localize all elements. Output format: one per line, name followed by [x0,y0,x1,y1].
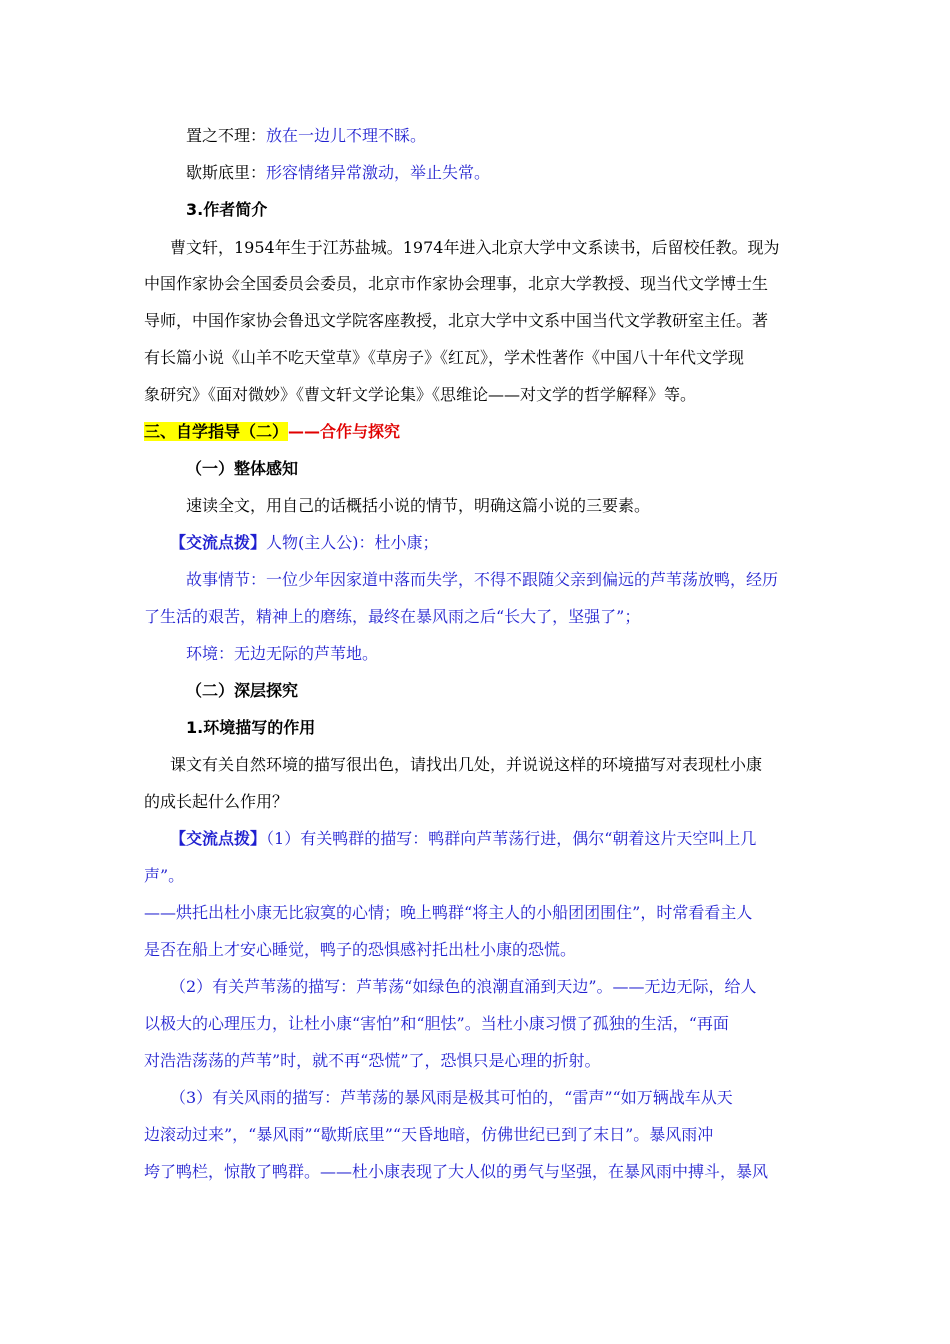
paragraph-line: 曹文轩，1954年生于江苏盐城。1974年进入北京大学中文系读书，后留校任教。现为 [170,238,780,257]
paragraph-line: 对浩浩荡荡的芦苇”时，就不再“恐慌”了，恐惧只是心理的折射。 [144,1051,601,1070]
paragraph-line: （2）有关芦苇荡的描写：芦苇荡“如绿色的浪潮直涌到天边”。——无边无际，给人 [170,977,757,996]
term: 置之不理： [186,126,267,145]
paragraph-line: （3）有关风雨的描写：芦苇荡的暴风雨是极其可怕的，“雷声”“如万辆战车从天 [170,1088,733,1107]
paragraph-line: 垮了鸭栏，惊散了鸭群。——杜小康表现了大人似的勇气与坚强，在暴风雨中搏斗，暴风 [144,1162,769,1181]
paragraph-line: 环境：无边无际的芦苇地。 [186,644,379,663]
section-heading: 3.作者简介 [186,200,268,219]
term-meaning: 形容情绪异常激动，举止失常。 [266,163,491,182]
tip-label: 【交流点拨】 [170,533,267,552]
paragraph-line: 导师，中国作家协会鲁迅文学院客座教授，北京大学中文系中国当代文学教研室主任。著 [144,311,769,330]
section-title-rest: ——合作与探究 [288,422,401,441]
paragraph-line: 象研究》《面对微妙》《曹文轩文学论集》《思维论——对文学的哲学解释》等。 [144,385,697,404]
paragraph-line: 声”。 [144,866,185,885]
paragraph-line: 边滚动过来”，“暴风雨”“歇斯底里”“天昏地暗，仿佛世纪已到了末日”。暴风雨冲 [144,1125,714,1144]
term-meaning: 放在一边儿不理不睬。 [266,126,427,145]
paragraph-line: 速读全文，用自己的话概括小说的情节，明确这篇小说的三要素。 [186,496,651,515]
paragraph-line: 了生活的艰苦，精神上的磨练，最终在暴风雨之后“长大了，坚强了”； [144,607,641,626]
paragraph-line: ——烘托出杜小康无比寂寞的心情；晚上鸭群“将主人的小船团团围住”，时常看看主人 [144,903,753,922]
term: 歇斯底里： [186,163,267,182]
subsection-heading: （一）整体感知 [186,459,299,478]
paragraph-line: 故事情节：一位少年因家道中落而失学，不得不跟随父亲到偏远的芦苇荡放鸭，经历 [186,570,779,589]
tip-text: 人物(主人公)：杜小康； [266,533,439,552]
paragraph-line: 课文有关自然环境的描写很出色，请找出几处，并说说这样的环境描写对表现杜小康 [170,755,763,774]
section-title [144,421,400,443]
paragraph-line: 的成长起什么作用？ [144,792,289,811]
subsection-heading: （二）深层探究 [186,681,299,700]
paragraph-line: 中国作家协会全国委员会委员，北京市作家协会理事，北京大学教授、现当代文学博士生 [144,274,769,293]
paragraph-line: 是否在船上才安心睡觉，鸭子的恐惧感衬托出杜小康的恐慌。 [144,940,577,959]
tip-line [170,828,756,850]
definition-line [186,125,426,147]
tip-label: 【交流点拨】 [170,829,267,848]
paragraph-line: 有长篇小说《山羊不吃天堂草》《草房子》《红瓦》，学术性著作《中国八十年代文学现 [144,348,745,367]
tip-text: （1）有关鸭群的描写：鸭群向芦苇荡行进，偶尔“朝着这片天空叫上几 [266,829,757,848]
section-title-highlight: 三、自学指导（二） [144,422,289,441]
paragraph-line: 以极大的心理压力，让杜小康“害怕”和“胆怯”。当杜小康习惯了孤独的生活，“再面 [144,1014,729,1033]
definition-line [186,162,490,184]
tip-line [170,532,439,554]
section-heading: 1.环境描写的作用 [186,718,316,737]
